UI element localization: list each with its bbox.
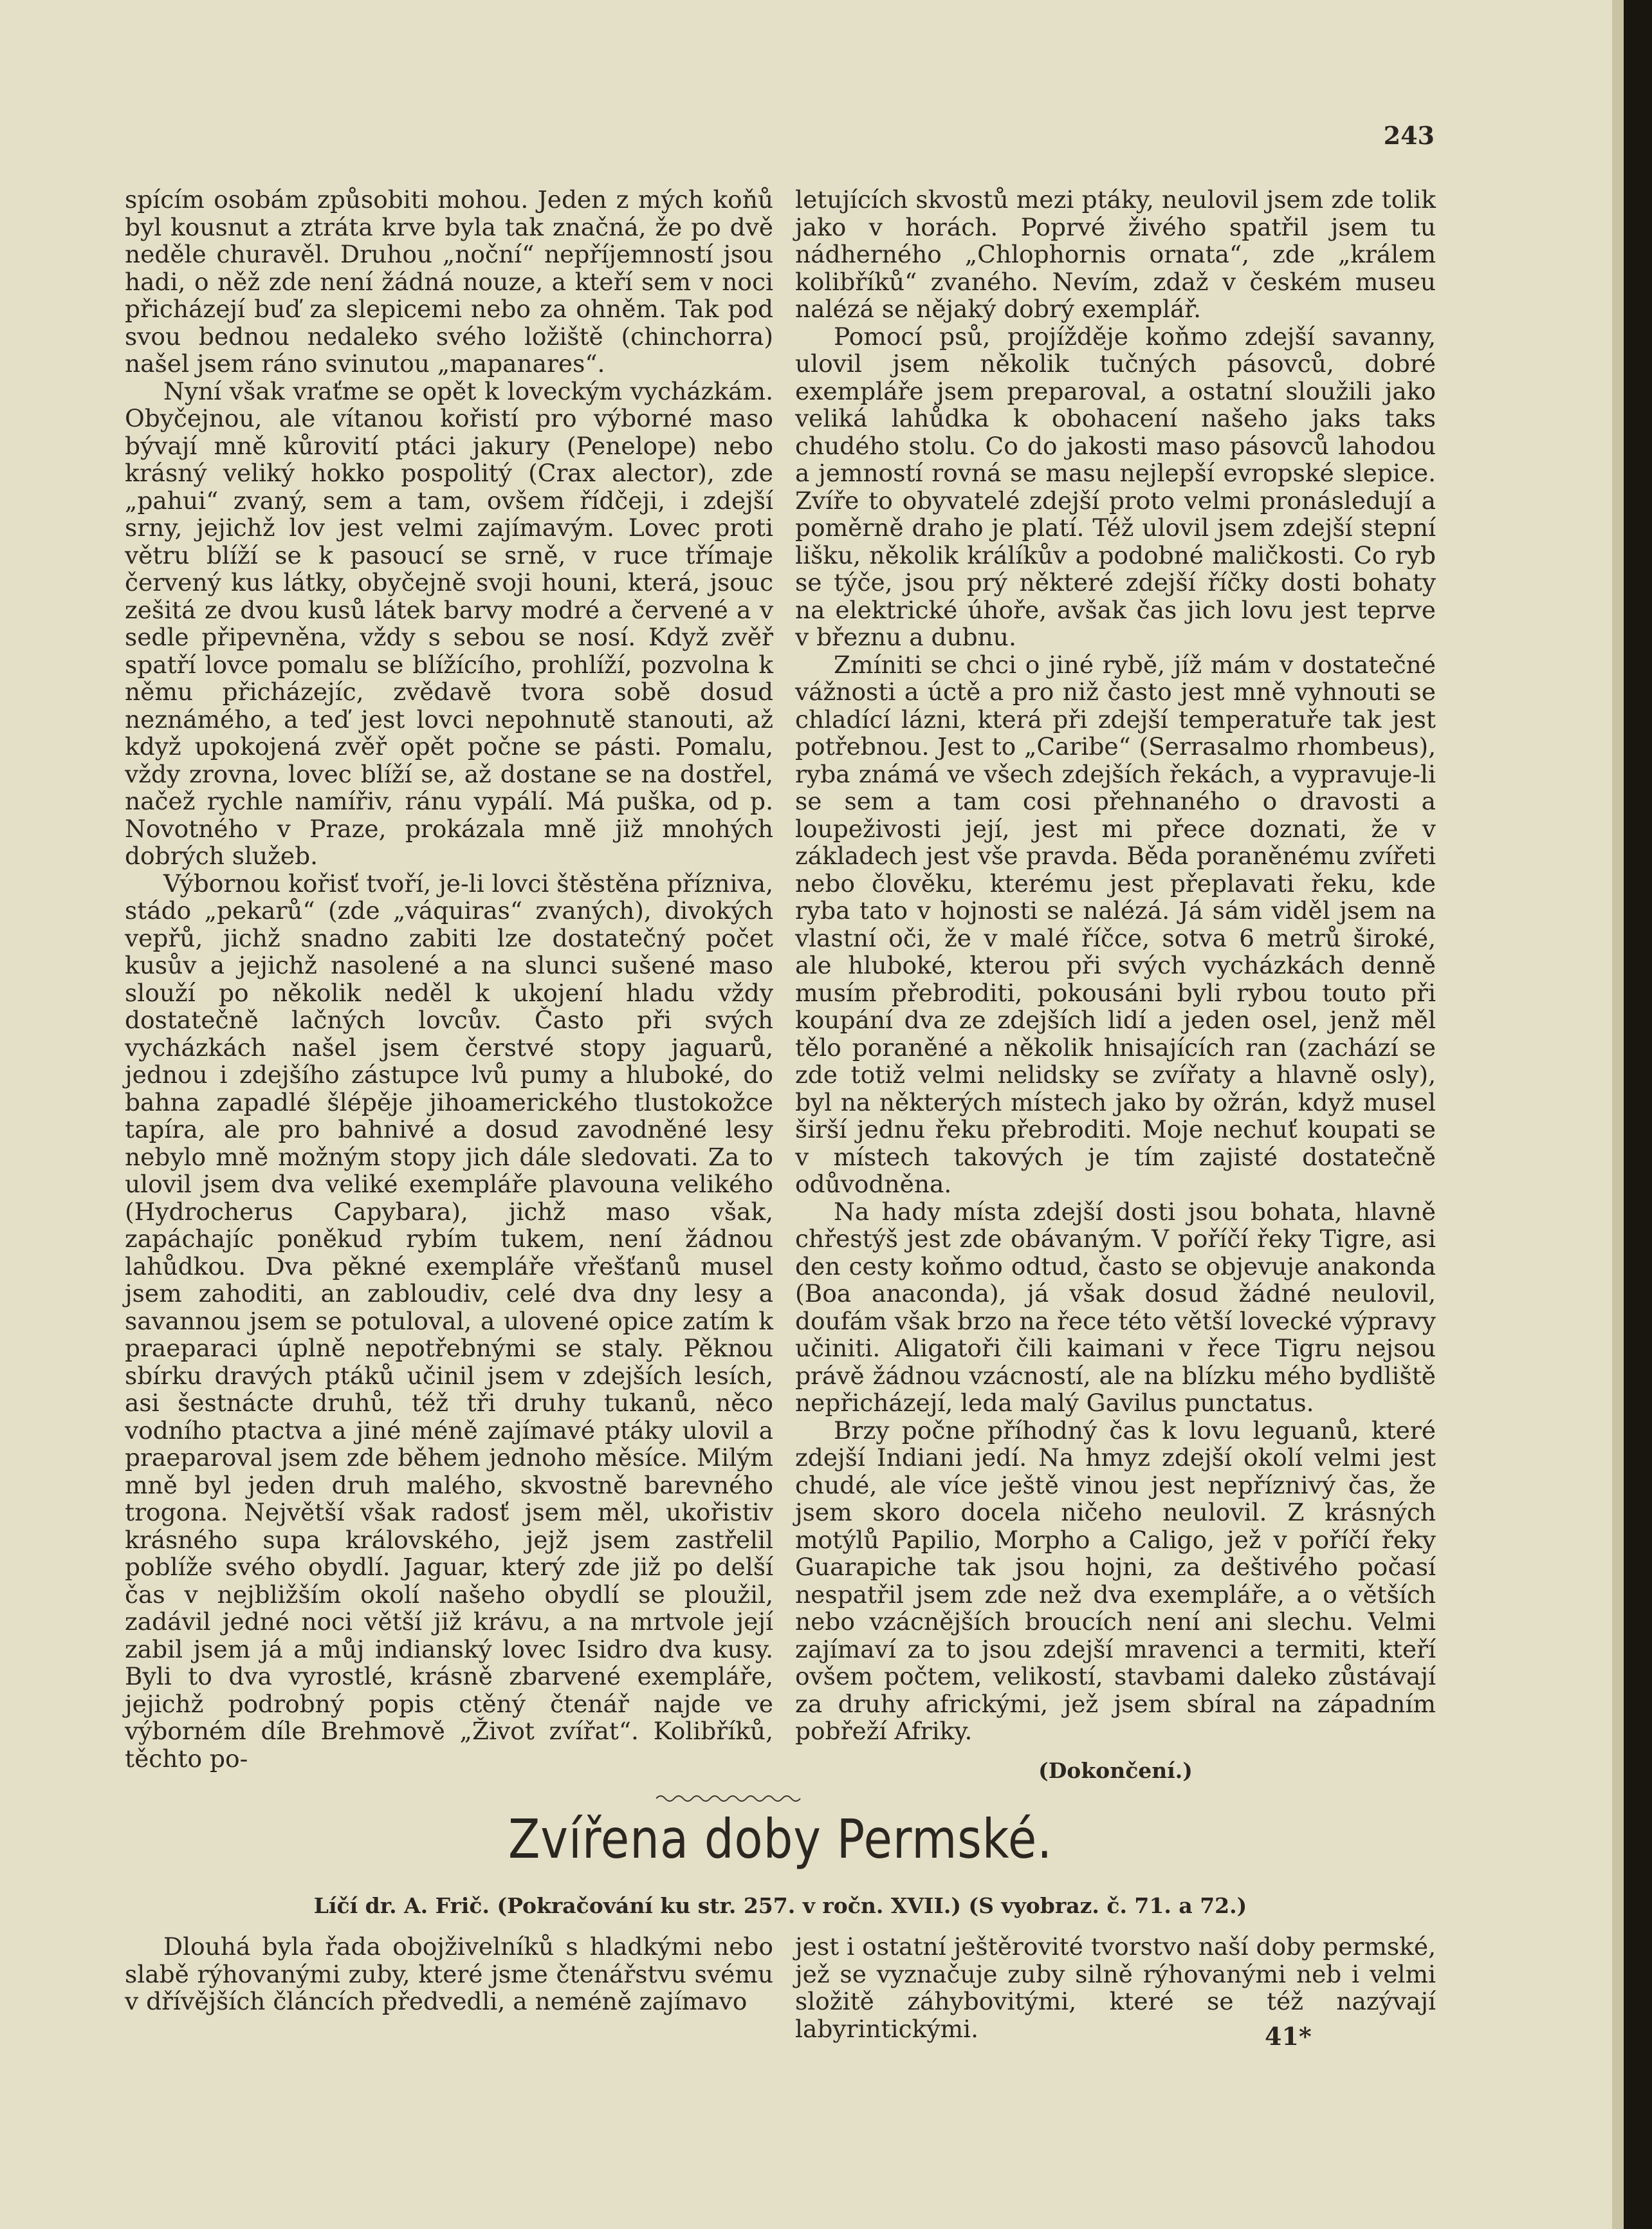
paragraph: Na hady místa zdejší dosti jsou bohata, hlavně chřestýš jest zde obávaným. V poříčí řeky Tigre, asi den cesty koňmo odtud, často se objevuje anakonda (Boa anaconda), já však dosud žádné neulovil, doufám však brzo na řece této větší lovecké výpravy učiniti. Aligatoři čili kaimani v řece Tigru nejsou právě žádnou vzácností, ale na blízku mého bydliště nepřicházejí, leda malý Gavilus punctatus. — [795, 1197, 1436, 1417]
wavy-divider — [656, 1791, 804, 1806]
paragraph: spícím osobám způsobiti mohou. Jeden z mých koňů byl kousnut a ztráta krve byla tak značná, že po dvě neděle churavěl. Druhou „noční“ nepříjemností jsou hadi, o něž zde není žádná nouze, a kteří sem v noci přicházejí buď za slepicemi nebo za ohněm. Tak pod svou bednou nedaleko svého ložiště (chinchorra) našel jsem ráno svinutou „mapanares“. — [125, 185, 773, 378]
page-edge-shadow — [1612, 0, 1624, 2229]
paragraph: Brzy počne příhodný čas k lovu leguanů, které zdejší Indiani jedí. Na hmyz zdejší okolí velmi jest chudé, ale více ještě vinou jest nepříznivý čas, že jsem skoro docela ničeho neulovil. Z krásných motýlů Papilio, Morpho a Caligo, jež v poříčí řeky Guarapiche tak jsou hojni, za deštivého počasí nespatřil jsem zde než dva exempláře, a o větších nebo vzácnějších broucích není ani slechu. Velmi zajímaví za to jsou zdejší mravenci a termiti, kteří ovšem počtem, velikostí, stavbami daleko zůstávají za druhy africkými, jež jsem sbíral na západním pobřeží Afriky. — [795, 1416, 1436, 1745]
right-column — [795, 186, 1436, 1745]
paragraph: letujících skvostů mezi ptáky, neulovil jsem zde tolik jako v horách. Poprvé živého spatřil jsem tu nádherného „Chlophornis ornata“, zde „králem kolibříků“ zvaného. Nevím, zdaž v českém museu nalézá se nějaký dobrý exemplář. — [795, 185, 1436, 323]
paragraph: jest i ostatní ještěrovité tvorstvo naší doby permské, jež se vyznačuje zuby silně rýhovanými neb i velmi složitě záhybovitými, které se též nazývají labyrintickými. — [795, 1932, 1436, 2043]
paragraph: Dlouhá byla řada obojživelníků s hladkými nebo slabě rýhovanými zuby, které jsme čtenářstvu svému v dřívějších článcích předvedli, a neméně zajímavo — [125, 1932, 773, 2015]
paragraph: Pomocí psů, projížděje koňmo zdejší savanny, ulovil jsem několik tučných pásovců, dobré exempláře jsem preparoval, a ostatní sloužili jako veliká lahůdka k obohacení našeho jaks taks chudého stolu. Co do jakosti maso pásovců lahodou a jemností rovná se masu nejlepší evropské slepice. Zvíře to obyvatelé zdejší proto velmi pronásledují a poměrně draho je platí. Též ulovil jsem zdejší stepní lišku, několik králíkův a podobné maličkosti. Co ryb se týče, jsou prý některé zdejší říčky dosti bohaty na elektrické úhoře, avšak čas jich lovu jest teprve v březnu a dubnu. — [795, 322, 1436, 651]
scan-border — [1624, 0, 1652, 2229]
article-title: Zvířena doby Permské. — [508, 1808, 1053, 1871]
left-column — [125, 186, 773, 1772]
page-number: 243 — [1383, 121, 1435, 150]
paragraph: Zmíniti se chci o jiné rybě, jíž mám v dostatečné vážnosti a úctě a pro niž často jest mně vyhnouti se chladící lázni, která při zdejší temperatuře tak jest potřebnou. Jest to „Caribe“ (Serrasalmo rhombeus), ryba známá ve všech zdejších řekách, a vypravuje-li se sem a tam cosi přehnaného o dravosti a loupeživosti její, jest mi přece doznati, že v základech jest vše pravda. Běda poraněnému zvířeti nebo člověku, kterému jest přeplavati řeku, kde ryba tato v hojnosti se nalézá. Já sám viděl jsem na vlastní oči, že v malé říčce, sotva 6 metrů široké, ale hluboké, kterou při svých vycházkách denně musím přebroditi, pokousáni byli rybou touto při koupání dva ze zdejších lidí a jeden osel, jenž měl tělo poraněné a několik hnisajících ran (zachází se zde totiž velmi nelidsky se zvířaty a hlavně osly), byl na některých místech jako by ožrán, když musel širší jednu řeku přebroditi. Moje nechuť koupati se v místech takových je tím zajisté dostatečně odůvodněna. — [795, 650, 1436, 1198]
signature-mark: 41* — [1265, 2022, 1312, 2051]
paragraph: Nyní však vraťme se opět k loveckým vycházkám. Obyčejnou, ale vítanou kořistí pro výborné maso bývají mně kůrovití ptáci jakury (Penelope) nebo krásný veliký hokko pospolitý (Crax alector), zde „pahui“ zvaný, sem a tam, ovšem řídčeji, i zdejší srny, jejichž lov jest velmi zajímavým. Lovec proti větru blíží se k pasoucí se srně, v ruce třímaje červený kus látky, obyčejně svoji houni, která, jsouc zešitá ze dvou kusů látek barvy modré a červené a v sedle připevněna, vždy s sebou se nosí. Když zvěř spatří lovce pomalu se blížícího, prohlíží, pozvolna k němu přicházejíc, zvědavě tvora sobě dosud neznámého, a teď jest lovci nepohnutě stanouti, až když upokojená zvěř opět počne se pásti. Pomalu, vždy zrovna, lovec blíží se, až dostane se na dostřel, načež rychle namířiv, ránu vypálí. Má puška, od p. Novotného v Praze, prokázala mně již mnohých dobrých služeb. — [125, 376, 773, 870]
paragraph: Výbornou kořisť tvoří, je-li lovci štěstěna přízniva, stádo „pekarů“ (zde „váquiras“ zvaných), divokých vepřů, jichž snadno zabiti lze dostatečný počet kusův a jejichž nasolené a na slunci sušené maso slouží po několik neděl k ukojení hladu vždy dostatečně lačných lovcův. Často při svých vycházkách našel jsem čerstvé stopy jaguarů, jednou i zdejšího zástupce lvů pumy a hluboké, do bahna zapadlé šlépěje jihoamerického tlustokožce tapíra, ale pro bahnivé a dosud zavodněné lesy nebylo mně možným stopy jich dále sledovati. Za to ulovil jsem dva veliké exempláře plavouna velikého (Hydrocherus Capybara), jichž maso však, zapáchajíc poněkud rybím tukem, není žádnou lahůdkou. Dva pěkné exempláře vřešťanů musel jsem zahoditi, an zabloudiv, celé dva dny lesy a savannou jsem se potuloval, a ulovené opice zatím k praeparaci úplně nepotřebnými se staly. Pěknou sbírku dravých ptáků učinil jsem v zdejších lesích, asi šestnácte druhů, též tři druhy tukanů, něco vodního ptactva a jiné méně zajímavé ptáky ulovil a praeparoval jsem zde během jednoho měsíce. Milým mně byl jeden druh malého, skvostně barevného trogona. Největší však radosť jsem měl, ukořistiv krásného supa královského, jejž jsem zastřelil poblíže svého obydlí. Jaguar, který zde již po delší čas v nejbližším okolí našeho obydlí se ploužil, zadávil jedné noci větší již krávu, a na mrtvole její zabil jsem já a můj indianský lovec Isidro dva kusy. Byli to dva vyrostlé, krásně zbarvené exempláře, jejichž podrobný popis ctěný čtenář najde ve výborném díle Brehmově „Život zvířat“. Kolibříků, těchto po- — [125, 869, 773, 1773]
byline: Líčí dr. A. Frič. (Pokračování ku str. 257. v ročn. XVII.) (S vyobraz. č. 71. a 72.) — [313, 1893, 1247, 1918]
concluded-label: (Dokončení.) — [1038, 1758, 1193, 1783]
bottom-left-column — [125, 1933, 773, 2015]
